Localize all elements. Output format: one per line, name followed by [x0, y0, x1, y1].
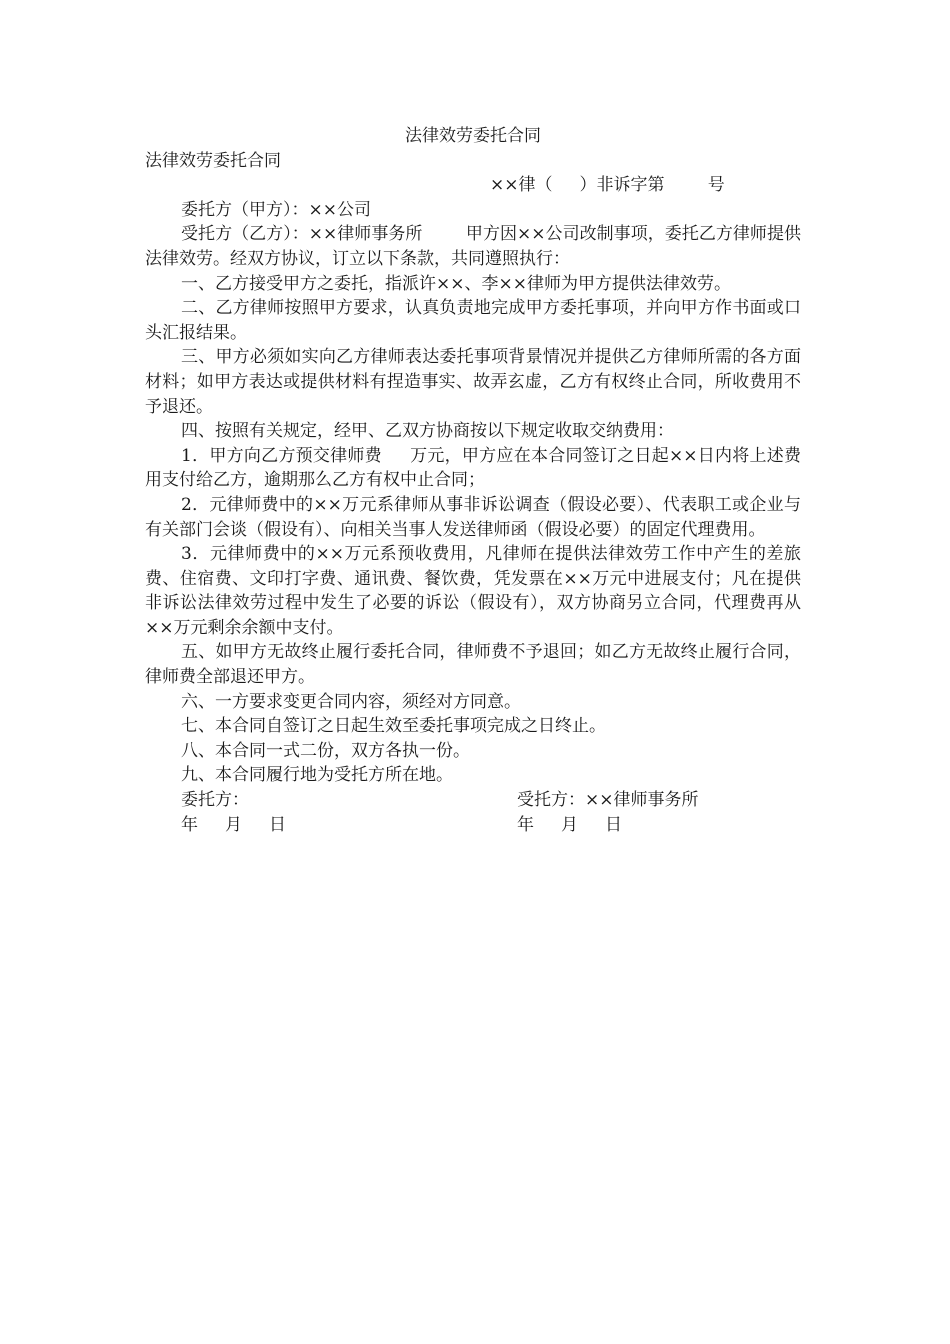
clause-9: 九、本合同履行地为受托方所在地。 — [181, 765, 453, 786]
agent-signature-date: 年 月 日 — [517, 814, 623, 835]
clause-5: 五、如甲方无故终止履行委托合同，律师费不予退回；如乙方无故终止履行合同，律师费全部退还甲方。 — [145, 642, 801, 688]
clause-1: 一、乙方接受甲方之委托，指派许××、李××律师为甲方提供法律效劳。 — [181, 273, 731, 294]
clause-3: 三、甲方必须如实向乙方律师表达委托事项背景情况并提供乙方律师所需的各方面材料；如甲方表达或提供材料有捏造事实、故弄玄虚，乙方有权终止合同，所收费用不予退还。 — [145, 347, 801, 417]
document-title: 法律效劳委托合同 — [405, 126, 541, 146]
document-heading: 法律效劳委托合同 — [145, 150, 281, 171]
client-signature-date: 年 月 日 — [181, 814, 287, 835]
client-signature-label: 委托方： — [181, 790, 249, 811]
paragraph-client: 委托方（甲方）：××公司 — [181, 199, 371, 220]
clause-6: 六、一方要求变更合同内容，须经对方同意。 — [181, 691, 521, 712]
agent-signature-label: 受托方：××律师事务所 — [517, 790, 699, 811]
clause-7: 七、本合同自签订之日起生效至委托事项完成之日终止。 — [181, 716, 606, 737]
clause-4: 四、按照有关规定，经甲、乙双方协商按以下规定收取交纳费用： — [181, 421, 674, 442]
clause-2: 二、乙方律师按照甲方要求，认真负责地完成甲方委托事项，并向甲方作书面或口头汇报结果。 — [145, 298, 801, 343]
clause-4-item-2: 2．元律师费中的××万元系律师从事非诉讼调查（假设必要）、代表职工或企业与有关部门会谈（假设有）、向相关当事人发送律师函（假设必要）的固定代理费用。 — [145, 494, 801, 540]
signature-row — [145, 788, 801, 813]
date-row — [145, 813, 801, 838]
case-number: ××律（ ）非诉字第 号 — [490, 175, 725, 196]
clause-4-item-3: 3．元律师费中的××万元系预收费用，凡律师在提供法律效劳工作中产生的差旅费、住宿费、文印打字费、通讯费、餐饮费，凭发票在××万元中进展支付；凡在提供非诉讼法律效劳过程中发生了必要的诉讼（假设有），双方协商另立合同，代理费再从××万元剩余余额中支付。 — [145, 544, 801, 638]
clause-8: 八、本合同一式二份，双方各执一份。 — [181, 740, 470, 761]
document-page — [145, 124, 801, 837]
clause-4-item-1: 1．甲方向乙方预交律师费 万元，甲方应在本合同签订之日起××日内将上述费用支付给乙方，逾期那么乙方有权中止合同； — [145, 445, 801, 491]
paragraph-agent: 受托方（乙方）：××律师事务所 甲方因××公司改制事项，委托乙方律师提供法律效劳。经双方协议，订立以下条款，共同遵照执行： — [145, 224, 801, 269]
